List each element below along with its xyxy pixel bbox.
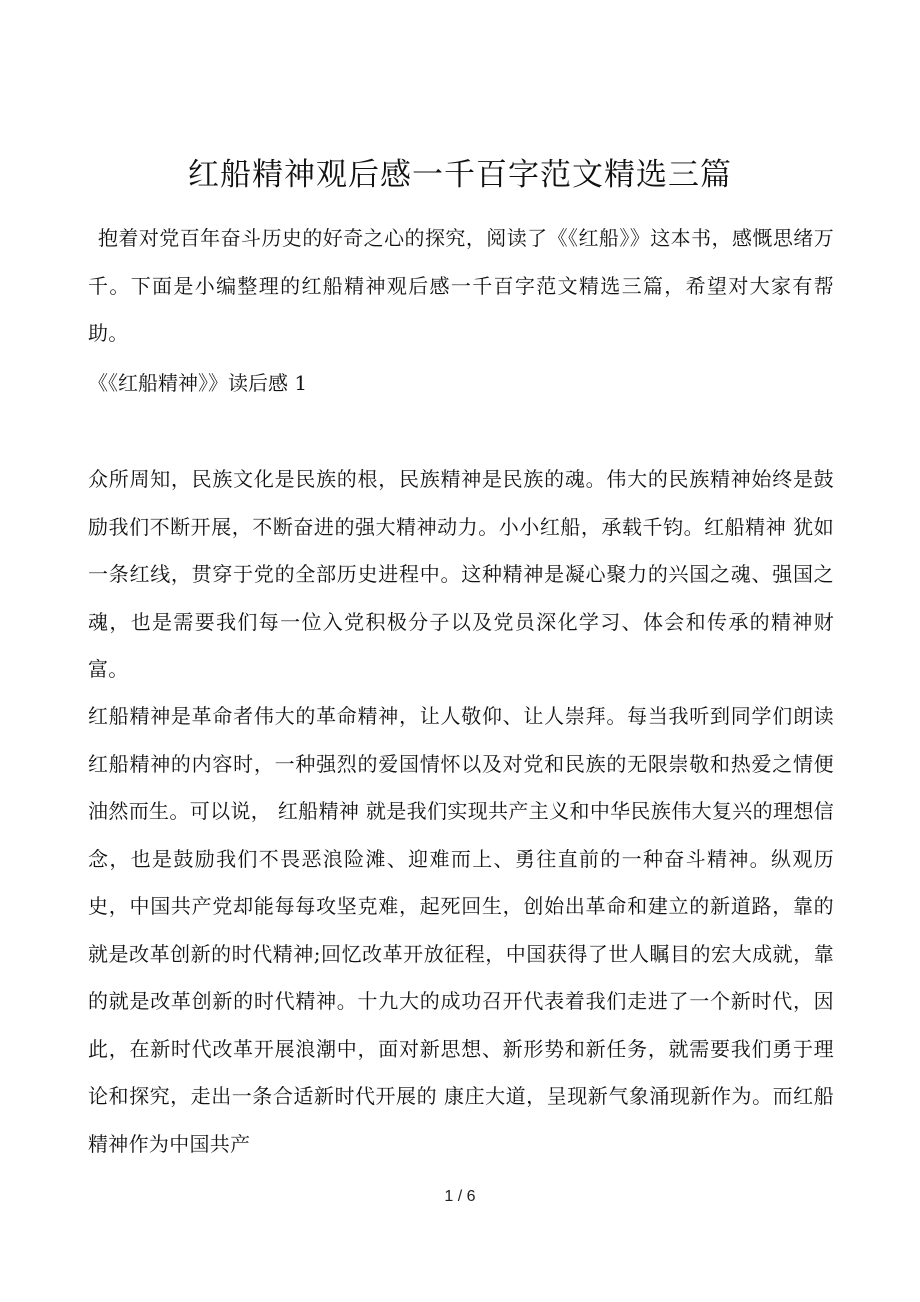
document-title: 红船精神观后感一千百字范文精选三篇	[188, 157, 732, 193]
section-heading: 《《红船精神》》读后感 1	[88, 371, 308, 395]
body-paragraph-2: 红船精神是革命者伟大的革命精神，让人敬仰、让人崇拜。每当我听到同学们朗读红船精神的内容时，一种强烈的爱国情怀以及对党和民族的无限崇敬和热爱之情便油然而生。可以说， 红船精神 就是我们实现共产主义和中华民族伟大复兴的理想信念，也是鼓励我们不畏恶浪险滩、迎难而上、勇往直前的一种奋斗精神。纵观历史，中国共产党却能每每攻坚克难，起死回生，创始出革命和建立的新道路，靠的就是改革创新的时代精神;回忆改革开放征程，中国获得了世人瞩目的宏大成就，靠的就是改革创新的时代精神。十九大的成功召开代表着我们走进了一个新时代，因此，在新时代改革开展浪潮中，面对新思想、新形势和新任务，就需要我们勇于理论和探究，走出一条合适新时代开展的 康庄大道，呈现新气象涌现新作为。而红船精神作为中国共产	[88, 704, 834, 1156]
body-paragraph-1: 众所周知，民族文化是民族的根，民族精神是民族的魂。伟大的民族精神始终是鼓励我们不断开展，不断奋进的强大精神动力。小小红船，承载千钧。红船精神 犹如一条红线，贯穿于党的全部历史进程中。这种精神是凝心聚力的兴国之魂、强国之魂，也是需要我们每一位入党积极分子以及党员深化学习、体会和传承的精神财富。	[88, 467, 834, 681]
page-number: 1 / 6	[444, 1188, 476, 1205]
intro-paragraph: 抱着对党百年奋斗历史的好奇之心的探究，阅读了《《红船》》这本书，感慨思绪万千。下面是小编整理的红船精神观后感一千百字范文精选三篇，希望对大家有帮助。	[88, 226, 834, 345]
